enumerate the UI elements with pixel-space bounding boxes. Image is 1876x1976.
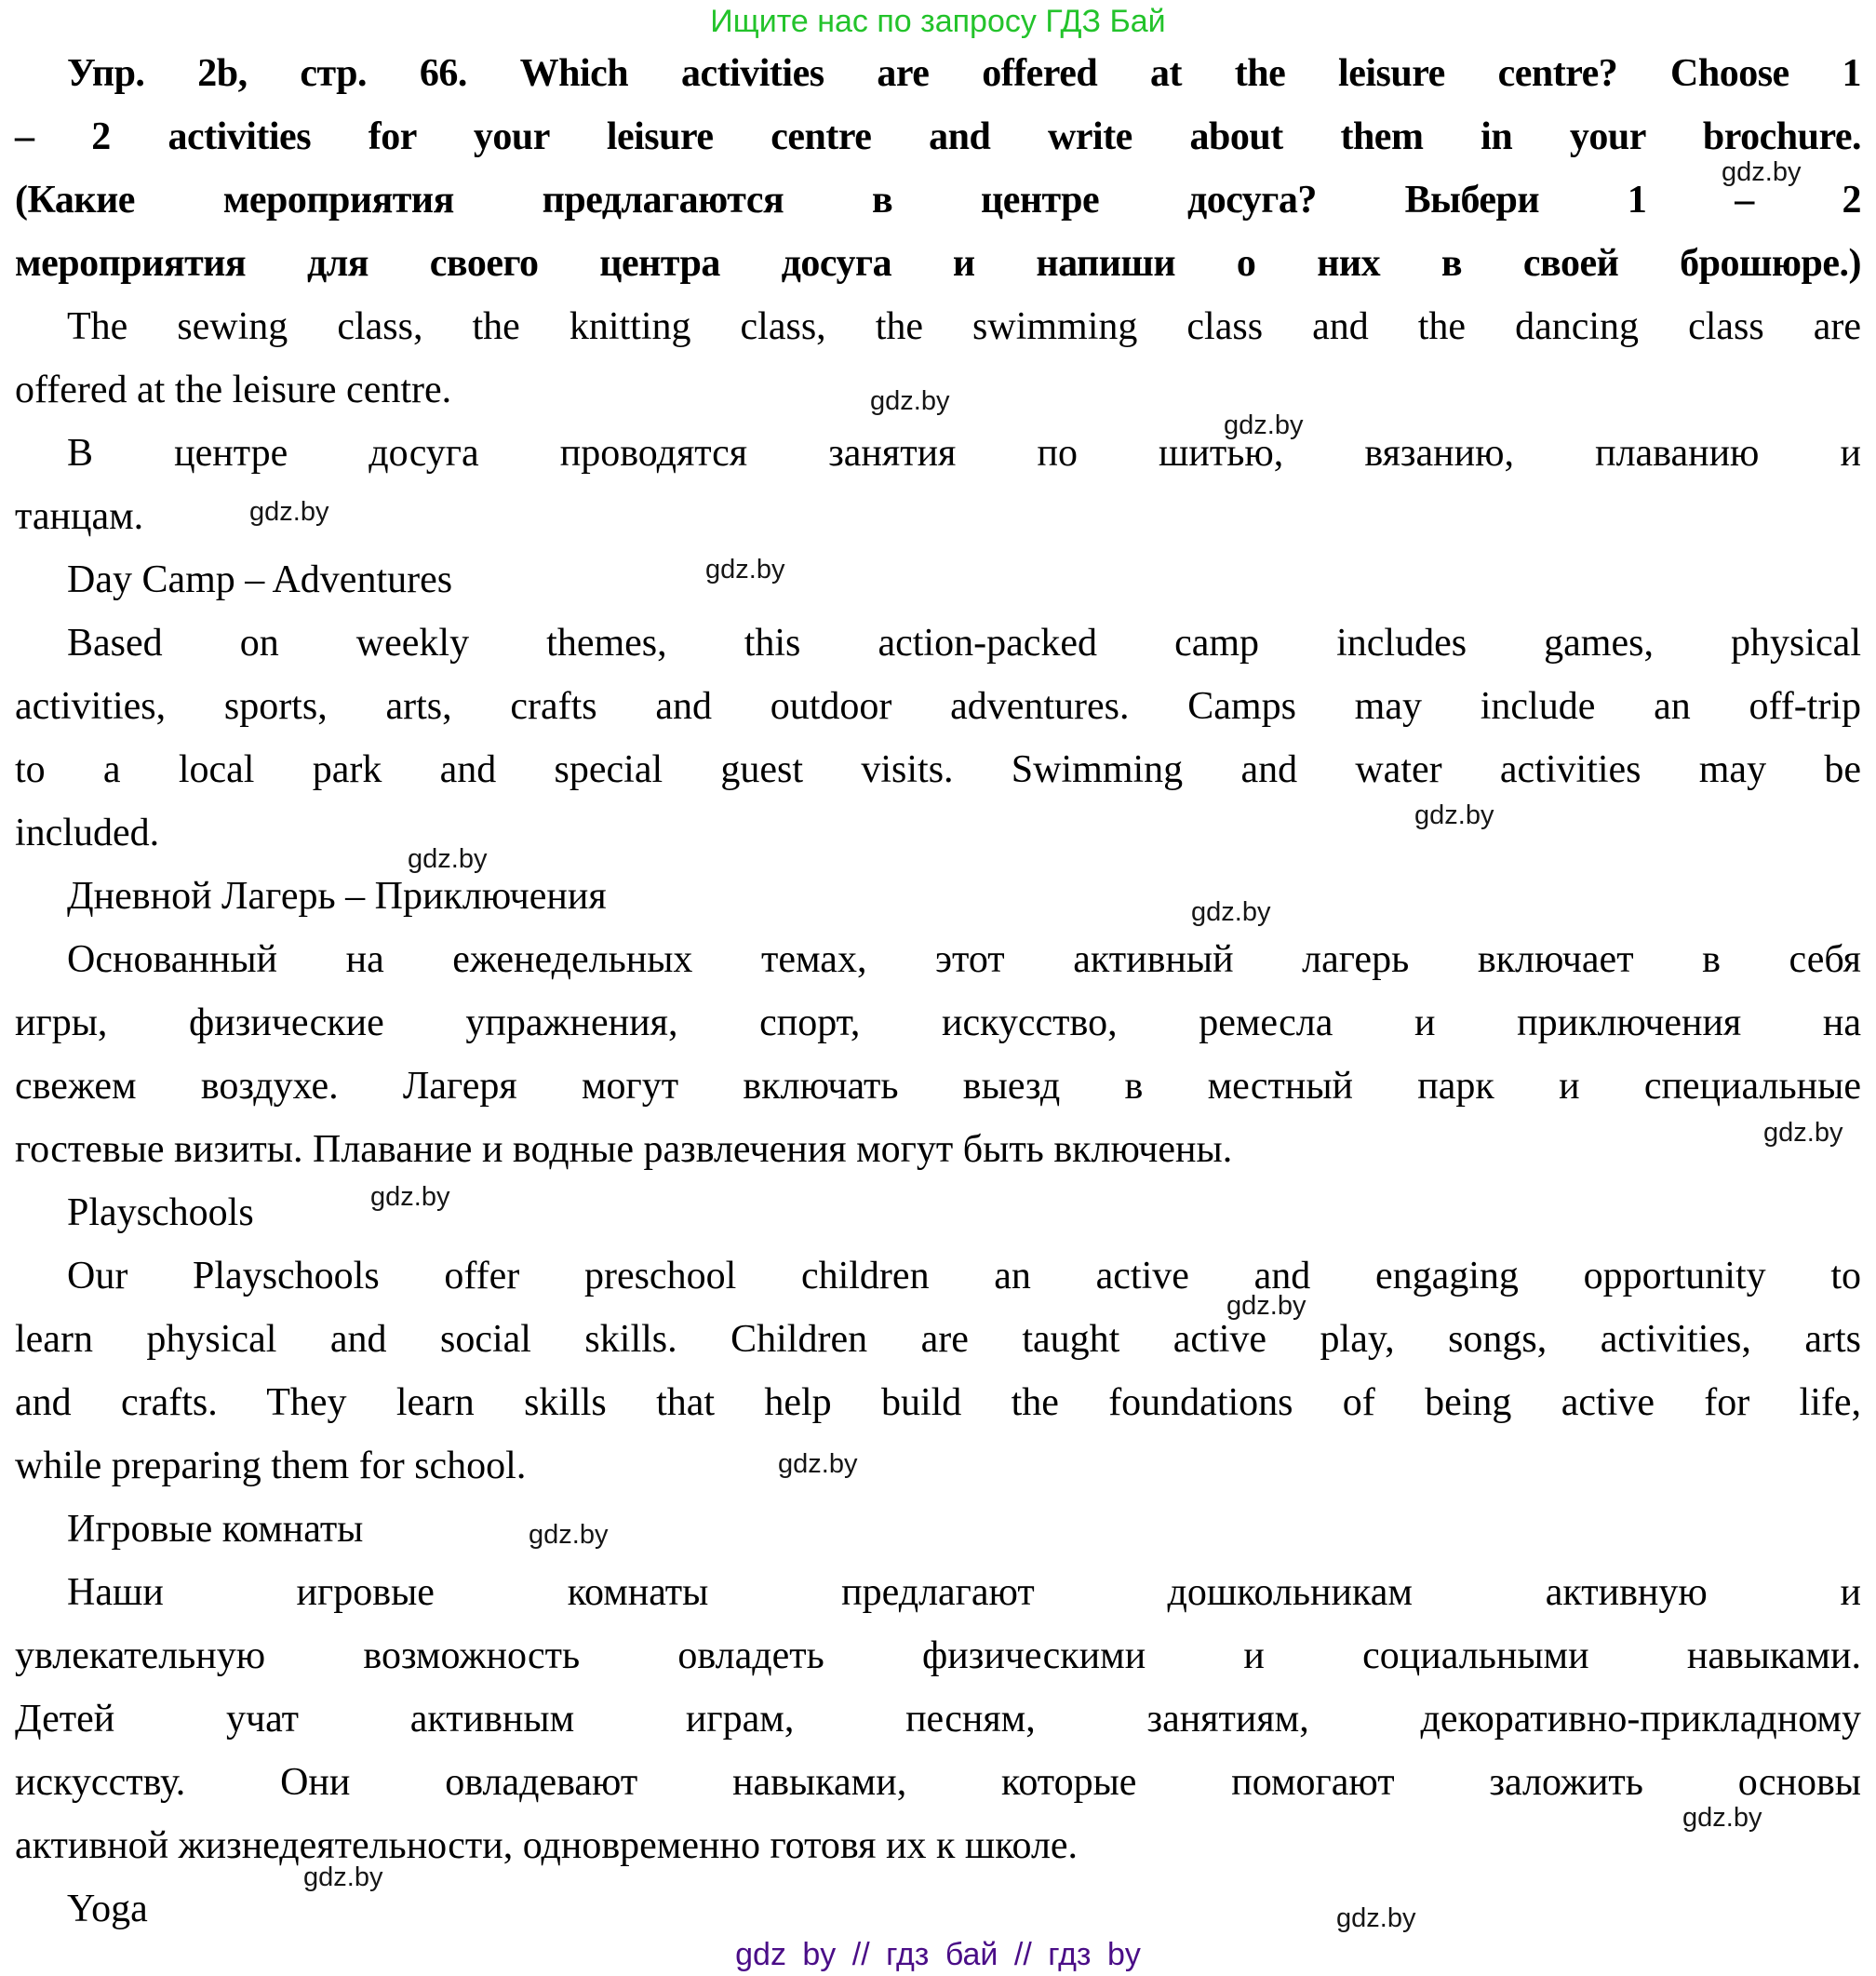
section-title-playrooms-ru: Игровые комнаты xyxy=(67,1508,364,1551)
exercise-heading-line: – 2 activities for your leisure centre and write about them in your brochure. xyxy=(15,115,1861,158)
paragraph-line: included. xyxy=(15,812,160,854)
paragraph-line: to a local park and special guest visits. Swimming and water activities may be xyxy=(15,748,1861,791)
paragraph-line: активной жизнедеятельности, одновременно готовя их к школе. xyxy=(15,1824,1079,1867)
answer-line-ru: В центре досуга проводятся занятия по шитью, вязанию, плаванию и xyxy=(67,432,1861,475)
paragraph-line: свежем воздухе. Лагеря могут включать выезд в местный парк и специальные xyxy=(15,1065,1861,1108)
paragraph-line: Наши игровые комнаты предлагают дошкольникам активную и xyxy=(67,1571,1861,1614)
exercise-heading-line: Упр. 2b, стр. 66. Which activities are offered at the leisure centre? Choose 1 xyxy=(67,52,1861,95)
gdz-watermark: gdz.by xyxy=(408,844,488,874)
paragraph-line: learn physical and social skills. Children are taught active play, songs, activities, arts xyxy=(15,1318,1861,1361)
paragraph-line: искусству. Они овладевают навыками, которые помогают заложить основы xyxy=(15,1761,1861,1804)
paragraph-line: activities, sports, arts, crafts and outdoor adventures. Camps may include an off-trip xyxy=(15,685,1861,728)
section-title-yoga: Yoga xyxy=(67,1888,148,1930)
paragraph-line: Our Playschools offer preschool children an active and engaging opportunity to xyxy=(67,1255,1861,1297)
paragraph-line: while preparing them for school. xyxy=(15,1445,527,1487)
answer-line-ru: танцам. xyxy=(15,495,144,538)
gdz-watermark: gdz.by xyxy=(1763,1118,1843,1148)
site-footer: gdz by // гдз бай // гдз by xyxy=(735,1937,1141,1972)
paragraph-line: Основанный на еженедельных темах, этот активный лагерь включает в себя xyxy=(67,938,1861,981)
gdz-watermark: gdz.by xyxy=(870,386,950,416)
answer-line-en: The sewing class, the knitting class, the swimming class and the dancing class are xyxy=(67,305,1861,348)
document-text xyxy=(0,42,1876,1941)
section-title-day-camp-ru: Дневной Лагерь – Приключения xyxy=(67,875,607,918)
gdz-watermark: gdz.by xyxy=(303,1862,383,1892)
paragraph-line: игры, физические упражнения, спорт, искусство, ремесла и приключения на xyxy=(15,1001,1861,1044)
section-title-playschools: Playschools xyxy=(67,1191,254,1234)
gdz-watermark: gdz.by xyxy=(778,1449,858,1479)
gdz-watermark: gdz.by xyxy=(1226,1291,1306,1321)
paragraph-line: гостевые визиты. Плавание и водные развлечения могут быть включены. xyxy=(15,1128,1233,1171)
gdz-watermark: gdz.by xyxy=(370,1182,450,1212)
gdz-watermark: gdz.by xyxy=(1414,800,1494,830)
section-title-day-camp: Day Camp – Adventures xyxy=(67,558,453,601)
gdz-watermark: gdz.by xyxy=(1336,1903,1416,1933)
paragraph-line: Детей учат активным играм, песням, занятиям, декоративно-прикладному xyxy=(15,1698,1861,1741)
paragraph-line: увлекательную возможность овладеть физическими и социальными навыками. xyxy=(15,1634,1861,1677)
gdz-watermark: gdz.by xyxy=(705,555,785,585)
gdz-watermark: gdz.by xyxy=(1191,897,1271,927)
gdz-watermark: gdz.by xyxy=(1224,410,1304,440)
exercise-heading-line: мероприятия для своего центра досуга и напиши о них в своей брошюре.) xyxy=(15,242,1861,285)
gdz-watermark: gdz.by xyxy=(529,1520,609,1550)
answer-line-en: offered at the leisure centre. xyxy=(15,369,452,411)
gdz-watermark: gdz.by xyxy=(1682,1803,1762,1833)
gdz-watermark: gdz.by xyxy=(249,497,329,527)
gdz-watermark: gdz.by xyxy=(1722,157,1802,187)
paragraph-line: and crafts. They learn skills that help build the foundations of being active for life, xyxy=(15,1381,1861,1424)
exercise-heading-line: (Какие мероприятия предлагаются в центре досуга? Выбери 1 – 2 xyxy=(15,179,1861,222)
promo-header: Ищите нас по запросу ГДЗ Бай xyxy=(710,4,1166,39)
paragraph-line: Based on weekly themes, this action-packed camp includes games, physical xyxy=(67,622,1861,665)
